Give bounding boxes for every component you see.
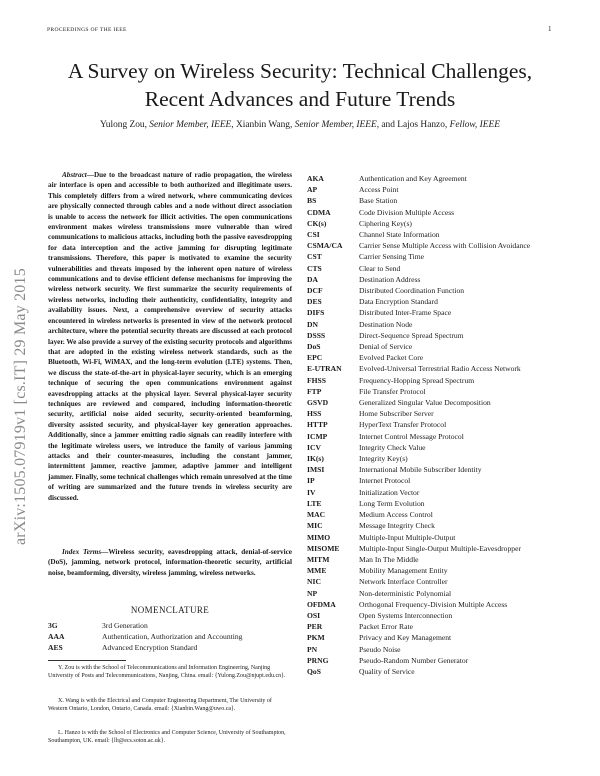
nomenclature-row [307, 386, 558, 397]
author-name: , Xianbin Wang, [231, 120, 295, 130]
nomenclature-definition: Distributed Inter-Frame Space [359, 308, 452, 318]
nomenclature-abbreviation: HTTP [307, 420, 328, 430]
nomenclature-definition: Pseudo Noise [359, 644, 401, 654]
footnote-affiliation: X. Wang is with the Electrical and Computer Engineering Department, The University of Western Ontario, London, Ontario, Canada. email: {Xianbin.Wang@uwo.ca}. [48, 698, 272, 713]
nomenclature-abbreviation: MITM [307, 554, 330, 564]
nomenclature-definition: Orthogonal Frequency-Division Multiple Access [359, 599, 508, 609]
nomenclature-abbreviation: MME [307, 566, 327, 576]
nomenclature-abbreviation: CSMA/CA [307, 241, 343, 251]
nomenclature-row [307, 375, 558, 386]
nomenclature-abbreviation: NP [307, 588, 318, 598]
nomenclature-definition: Initialization Vector [359, 487, 420, 497]
nomenclature-abbreviation: DES [307, 297, 322, 307]
nomenclature-abbreviation: OSI [307, 610, 321, 620]
nomenclature-row [307, 195, 558, 206]
nomenclature-definition: Man In The Middle [359, 554, 419, 564]
nomenclature-row [307, 464, 558, 475]
abstract [48, 170, 292, 503]
nomenclature-definition: Data Encryption Standard [359, 297, 438, 307]
footnote-affiliation: L. Hanzo is with the School of Electronics and Computer Science, University of Southampton, Southampton, UK. email: {lh@ecs.soton.ac.uk}. [48, 730, 286, 745]
index-terms-text: —Wireless security, eavesdropping attack, denial-of-service (DoS), jamming, network protocol, information-theoretic security, artificial noise, beamforming, diversity, wireless jamming, wireless networks. [48, 548, 292, 577]
nomenclature-definition: Direct-Sequence Spread Spectrum [359, 330, 464, 340]
page-number: 1 [548, 25, 552, 33]
nomenclature-abbreviation: IP [307, 476, 315, 486]
nomenclature-row [307, 341, 558, 352]
nomenclature-row [307, 173, 558, 184]
index-terms [48, 547, 292, 578]
nomenclature-definition: Multiple-Input Multiple-Output [359, 532, 456, 542]
nomenclature-row [48, 620, 292, 631]
nomenclature-row [307, 251, 558, 262]
nomenclature-definition: Internet Control Message Protocol [359, 431, 464, 441]
nomenclature-definition: Packet Error Rate [359, 622, 413, 632]
nomenclature-abbreviation: CK(s) [307, 218, 327, 228]
nomenclature-row [307, 543, 558, 554]
nomenclature-row [307, 397, 558, 408]
nomenclature-definition: Frequency-Hopping Spread Spectrum [359, 375, 475, 385]
nomenclature-definition: Advanced Encryption Standard [102, 643, 198, 653]
nomenclature-row [307, 475, 558, 486]
nomenclature-definition: Authentication, Authorization and Accounting [102, 632, 243, 642]
nomenclature-row [307, 274, 558, 285]
nomenclature-abbreviation: ICV [307, 442, 321, 452]
nomenclature-abbreviation: AAA [48, 632, 65, 642]
nomenclature-row [307, 184, 558, 195]
nomenclature-row [307, 307, 558, 318]
nomenclature-definition: Integrity Key(s) [359, 454, 408, 464]
nomenclature-definition: File Transfer Protocol [359, 386, 426, 396]
nomenclature-abbreviation: PRNG [307, 655, 329, 665]
nomenclature-abbreviation: NIC [307, 577, 321, 587]
nomenclature-definition: Ciphering Key(s) [359, 218, 412, 228]
nomenclature-abbreviation: DCF [307, 286, 323, 296]
nomenclature-abbreviation: OFDMA [307, 599, 336, 609]
nomenclature-abbreviation: PKM [307, 633, 325, 643]
nomenclature-abbreviation: BS [307, 196, 317, 206]
nomenclature-abbreviation: DSSS [307, 330, 326, 340]
nomenclature-row [307, 554, 558, 565]
nomenclature-row [307, 431, 558, 442]
nomenclature-row [307, 240, 558, 251]
nomenclature-definition: Mobility Management Entity [359, 566, 448, 576]
nomenclature-heading: NOMENCLATURE [130, 605, 210, 615]
nomenclature-row [307, 610, 558, 621]
nomenclature-abbreviation: MISOME [307, 543, 340, 553]
nomenclature-row [307, 599, 558, 610]
nomenclature-abbreviation: FTP [307, 386, 322, 396]
nomenclature-abbreviation: QoS [307, 666, 321, 676]
nomenclature-abbreviation: CDMA [307, 207, 331, 217]
nomenclature-definition: Network Interface Controller [359, 577, 448, 587]
nomenclature-abbreviation: IV [307, 487, 316, 497]
nomenclature-row [307, 520, 558, 531]
nomenclature-abbreviation: E-UTRAN [307, 364, 342, 374]
nomenclature-abbreviation: MAC [307, 510, 326, 520]
author-role: Senior Member, IEEE [149, 120, 232, 130]
nomenclature-row [307, 498, 558, 509]
nomenclature-definition: Distributed Coordination Function [359, 286, 465, 296]
nomenclature-abbreviation: MIC [307, 521, 323, 531]
footnote-affiliation: Y. Zou is with the School of Telecommunications and Information Engineering, Nanjing University of Posts and Telecommunications, Nanjing, China. email: {Yulong.Zou@njupt.edu.cn}. [48, 665, 286, 680]
nomenclature-definition: Message Integrity Check [359, 521, 435, 531]
nomenclature-row [307, 363, 558, 374]
nomenclature-definition: Long Term Evolution [359, 498, 425, 508]
nomenclature-definition: Access Point [359, 185, 399, 195]
nomenclature-row [307, 442, 558, 453]
nomenclature-definition: 3rd Generation [102, 621, 148, 630]
nomenclature-row [307, 319, 558, 330]
nomenclature-abbreviation: ICMP [307, 431, 328, 441]
nomenclature-list-right [307, 173, 558, 677]
author-role: Fellow, IEEE [449, 120, 500, 130]
nomenclature-definition: Base Station [359, 196, 398, 206]
author-line [40, 120, 560, 130]
nomenclature-row [307, 408, 558, 419]
nomenclature-definition: International Mobile Subscriber Identity [359, 465, 482, 475]
nomenclature-row [307, 263, 558, 274]
nomenclature-definition: Internet Protocol [359, 476, 411, 486]
nomenclature-definition: Quality of Service [359, 666, 415, 676]
nomenclature-definition: Carrier Sense Multiple Access with Collision Avoidance [359, 241, 531, 251]
nomenclature-row [307, 565, 558, 576]
nomenclature-definition: Multiple-Input Single-Output Multiple-Eavesdropper [359, 543, 521, 553]
nomenclature-abbreviation: AKA [307, 174, 324, 183]
nomenclature-row [307, 330, 558, 341]
nomenclature-abbreviation: LTE [307, 498, 322, 508]
nomenclature-row [48, 631, 292, 642]
nomenclature-row [307, 285, 558, 296]
nomenclature-definition: Home Subscriber Server [359, 409, 434, 419]
author-name: Yulong Zou, [100, 120, 150, 130]
nomenclature-row [307, 352, 558, 363]
nomenclature-definition: Denial of Service [359, 342, 413, 352]
nomenclature-definition: Integrity Check Value [359, 442, 426, 452]
nomenclature-definition: Channel State Information [359, 230, 440, 240]
nomenclature-abbreviation: DoS [307, 342, 321, 352]
author-name: , and Lajos Hanzo, [376, 120, 450, 130]
nomenclature-abbreviation: 3G [48, 621, 58, 630]
nomenclature-row [307, 296, 558, 307]
nomenclature-definition: Pseudo-Random Number Generator [359, 655, 469, 665]
nomenclature-definition: Generalized Singular Value Decomposition [359, 398, 491, 408]
nomenclature-definition: Medium Access Control [359, 510, 433, 520]
nomenclature-row [307, 509, 558, 520]
nomenclature-row [307, 532, 558, 543]
nomenclature-abbreviation: CST [307, 252, 322, 262]
nomenclature-row [307, 576, 558, 587]
nomenclature-abbreviation: GSVD [307, 398, 329, 408]
nomenclature-row [307, 632, 558, 643]
nomenclature-abbreviation: PN [307, 644, 318, 654]
nomenclature-abbreviation: EPC [307, 353, 323, 363]
nomenclature-row [307, 588, 558, 599]
nomenclature-row [307, 655, 558, 666]
nomenclature-definition: Evolved Packet Core [359, 353, 424, 363]
nomenclature-row [307, 419, 558, 430]
nomenclature-abbreviation: AES [48, 643, 63, 653]
nomenclature-abbreviation: DIFS [307, 308, 325, 318]
nomenclature-abbreviation: PER [307, 622, 323, 632]
nomenclature-abbreviation: CSI [307, 230, 320, 240]
nomenclature-definition: Privacy and Key Management [359, 633, 452, 643]
footnote-rule [48, 660, 126, 661]
nomenclature-definition: Clear to Send [359, 263, 401, 273]
nomenclature-definition: Code Division Multiple Access [359, 207, 455, 217]
nomenclature-row [48, 642, 292, 653]
nomenclature-row [307, 218, 558, 229]
nomenclature-row [307, 207, 558, 218]
nomenclature-row [307, 621, 558, 632]
nomenclature-definition: Carrier Sensing Time [359, 252, 424, 262]
author-role: Senior Member, IEEE [294, 120, 377, 130]
index-terms-heading: Index Terms [62, 548, 102, 556]
nomenclature-definition: HyperText Transfer Protocol [359, 420, 447, 430]
nomenclature-abbreviation: AP [307, 185, 318, 195]
nomenclature-row [307, 666, 558, 677]
nomenclature-definition: Destination Address [359, 274, 421, 284]
nomenclature-definition: Evolved-Universal Terrestrial Radio Access Network [359, 364, 521, 374]
nomenclature-abbreviation: CTS [307, 263, 322, 273]
arxiv-stamp[interactable]: arXiv:1505.07919v1 [cs.IT] 29 May 2015 [12, 268, 29, 545]
nomenclature-abbreviation: HSS [307, 409, 322, 419]
nomenclature-abbreviation: DA [307, 274, 318, 284]
nomenclature-abbreviation: IMSI [307, 465, 325, 475]
nomenclature-definition: Destination Node [359, 319, 413, 329]
paper-title: A Survey on Wireless Security: Technical Challenges, Recent Advances and Future Trends [67, 59, 533, 111]
nomenclature-definition: Non-deterministic Polynomial [359, 588, 452, 598]
nomenclature-abbreviation: DN [307, 319, 318, 329]
nomenclature-definition: Open Systems Interconnection [359, 610, 453, 620]
nomenclature-abbreviation: IK(s) [307, 454, 324, 464]
abstract-heading: Abstract [62, 171, 87, 179]
nomenclature-abbreviation: MIMO [307, 532, 331, 542]
nomenclature-definition: Authentication and Key Agreement [359, 174, 467, 183]
nomenclature-row [307, 229, 558, 240]
running-header: PROCEEDINGS OF THE IEEE [47, 27, 127, 33]
abstract-text: —Due to the broadcast nature of radio propagation, the wireless air interface is open and accessible to both authorized and illegitimate users. This completely differs from a wired network, where communicating devices are physically connected through cables and a node without direct association is unable to access the network for illicit activities. The open communications environment makes wireless transmissions more vulnerable than wired communications to malicious attacks, including both the passive eavesdropping for data interception and the active jamming for disrupting legitimate transmissions. Therefore, this paper is motivated to examine the security vulnerabilities and threats imposed by the inherent open nature of wireless communications and to devise efficient defense mechanisms for improving the wireless network security. We first summarize the security requirements of wireless networks, including their authenticity, confidentiality, integrity and availability issues. Next, a comprehensive overview of security attacks encountered in wireless networks is presented in view of the network protocol architecture, where the potential security threats are discussed at each protocol layer. We also provide a survey of the existing security protocols and algorithms that are adopted in the existing wireless network standards, such as the Bluetooth, Wi-Fi, WiMAX, and the long-term evolution (LTE) systems. Then, we discuss the state-of-the-art in physical-layer security, which is an emerging technique of securing the open communications environment against eavesdropping attacks at the physical layer. Several physical-layer security techniques are reviewed and compared, including information-theoretic security, artificial noise aided security, security-oriented beamforming, diversity assisted security, and physical-layer key generation approaches. Additionally, since a jammer emitting radio signals can readily interfere with the legitimate wireless users, we introduce the family of various jamming attacks and their counter-measures, including the constant jammer, intermittent jammer, reactive jammer, adaptive jammer and intelligent jammer. Finally, some technical challenges which remain unresolved at the time of writing are summarized and the future trends in wireless security are discussed. [48, 171, 292, 502]
nomenclature-row [307, 644, 558, 655]
nomenclature-list-left [48, 620, 292, 654]
nomenclature-row [307, 453, 558, 464]
nomenclature-abbreviation: FHSS [307, 375, 326, 385]
nomenclature-row [307, 487, 558, 498]
